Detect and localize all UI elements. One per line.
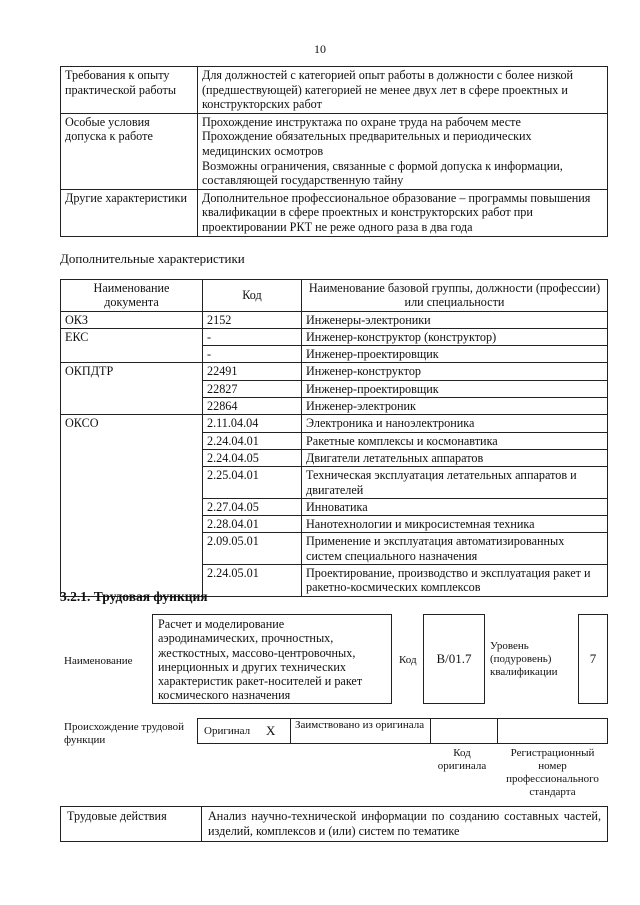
level-box: 7 (578, 614, 608, 704)
code-cell: 2152 (203, 311, 302, 328)
requirement-line: Возможны ограничения, связанные с формой допуска к информации, составляющей государственную тайну (202, 158, 563, 188)
title-cell: Инженер-проектировщик (302, 380, 608, 397)
section-title: Дополнительные характеристики (60, 251, 245, 266)
table-header-row (61, 280, 608, 312)
actions-label: Трудовые действия (61, 807, 202, 842)
title-cell: Инженеры-электроники (302, 311, 608, 328)
column-header: Наименование документа (61, 280, 203, 312)
document-name: ЕКС (61, 328, 203, 363)
column-header: Наименование базовой группы, должности (профессии) или специальности (302, 280, 608, 312)
table-row (61, 807, 608, 842)
function-code-box: B/01.7 (423, 614, 485, 704)
title-cell: Техническая эксплуатация летательных аппаратов и двигателей (302, 467, 608, 499)
original-cell (198, 719, 291, 743)
title-cell: Нанотехнологии и микросистемная техника (302, 516, 608, 533)
requirement-value: Для должностей с категорией опыт работы в должности с более низкой (предшествующей) категорией не менее двух лет в сфере проектных и конструкторских работ (198, 67, 608, 114)
function-heading: 3.2.1. Трудовая функция (60, 589, 208, 604)
requirement-label: Особые условия допуска к работе (61, 113, 198, 189)
name-label: Наименование (64, 655, 133, 667)
title-cell: Инженер-электроник (302, 398, 608, 415)
document-name: ОКСО (61, 415, 203, 596)
requirement-label: Другие характеристики (61, 189, 198, 236)
table-row (61, 113, 608, 189)
requirements-table (60, 66, 608, 237)
original-mark: X (266, 723, 276, 738)
table-row (61, 415, 608, 432)
title-cell: Инноватика (302, 498, 608, 515)
actions-value: Анализ научно-технической информации по созданию составных частей, изделий, комплексов и (или) систем по тематике (202, 807, 608, 842)
code-cell: 22864 (203, 398, 302, 415)
table-row (61, 311, 608, 328)
code-cell: - (203, 328, 302, 345)
code-cell: 2.09.05.01 (203, 533, 302, 565)
reg-caption: Регистрационный номер профессионального стандарта (506, 747, 599, 798)
original-code-cell (430, 719, 498, 743)
code-cell: 22491 (203, 363, 302, 380)
document-name: ОКЗ (61, 311, 203, 328)
code-cell: - (203, 346, 302, 363)
additional-characteristics-table (60, 279, 608, 597)
table-row (61, 67, 608, 114)
code-cell: 2.24.05.01 (203, 565, 302, 597)
document-name: ОКПДТР (61, 363, 203, 415)
title-cell: Инженер-проектировщик (302, 346, 608, 363)
code-cell: 2.27.04.05 (203, 498, 302, 515)
title-cell: Электроника и наноэлектроника (302, 415, 608, 432)
requirement-value: Дополнительное профессиональное образование – программы повышения квалификации в сфере проектных и конструкторских работ при проектировании РКТ не реже одного раза в два года (198, 189, 608, 236)
table-row (61, 328, 608, 345)
title-cell: Ракетные комплексы и космонавтика (302, 432, 608, 449)
requirement-line: Прохождение обязательных предварительных и периодических медицинских осмотров (202, 129, 532, 158)
code-cell: 2.24.04.05 (203, 449, 302, 466)
code-caption: Код оригинала (437, 747, 487, 772)
origin-label: Происхождение трудовой функции (64, 721, 185, 746)
code-label: Код (399, 654, 417, 666)
table-row (61, 189, 608, 236)
code-cell: 2.28.04.01 (203, 516, 302, 533)
requirement-label: Требования к опыту практической работы (61, 67, 198, 114)
title-cell: Инженер-конструктор (конструктор) (302, 328, 608, 345)
code-cell: 2.24.04.01 (203, 432, 302, 449)
title-cell: Применение и эксплуатация автоматизированных систем специального назначения (302, 533, 608, 565)
actions-table (60, 806, 608, 842)
title-cell: Проектирование, производство и эксплуатация ракет и ракетно-космических комплексов (302, 565, 608, 597)
code-cell: 2.11.04.04 (203, 415, 302, 432)
borrowed-label: Заимствовано из оригинала (295, 719, 425, 731)
requirement-line: Прохождение инструктажа по охране труда на рабочем месте (202, 114, 521, 129)
table-row (61, 363, 608, 380)
title-cell: Двигатели летательных аппаратов (302, 449, 608, 466)
page-number: 10 (314, 42, 326, 56)
function-name-box: Расчет и моделирование аэродинамических, прочностных, жесткостных, массово-центровочных, инерционных и других технических характеристик ракет-носителей и ракет космического назначения (152, 614, 392, 704)
origin-row (197, 718, 608, 744)
code-cell: 2.25.04.01 (203, 467, 302, 499)
column-header: Код (203, 280, 302, 312)
title-cell: Инженер-конструктор (302, 363, 608, 380)
reg-number-cell (497, 719, 607, 743)
code-cell: 22827 (203, 380, 302, 397)
level-label: Уровень (подуровень) квалификации (490, 640, 558, 678)
original-label: Оригинал (204, 725, 251, 737)
requirement-value (198, 113, 608, 189)
